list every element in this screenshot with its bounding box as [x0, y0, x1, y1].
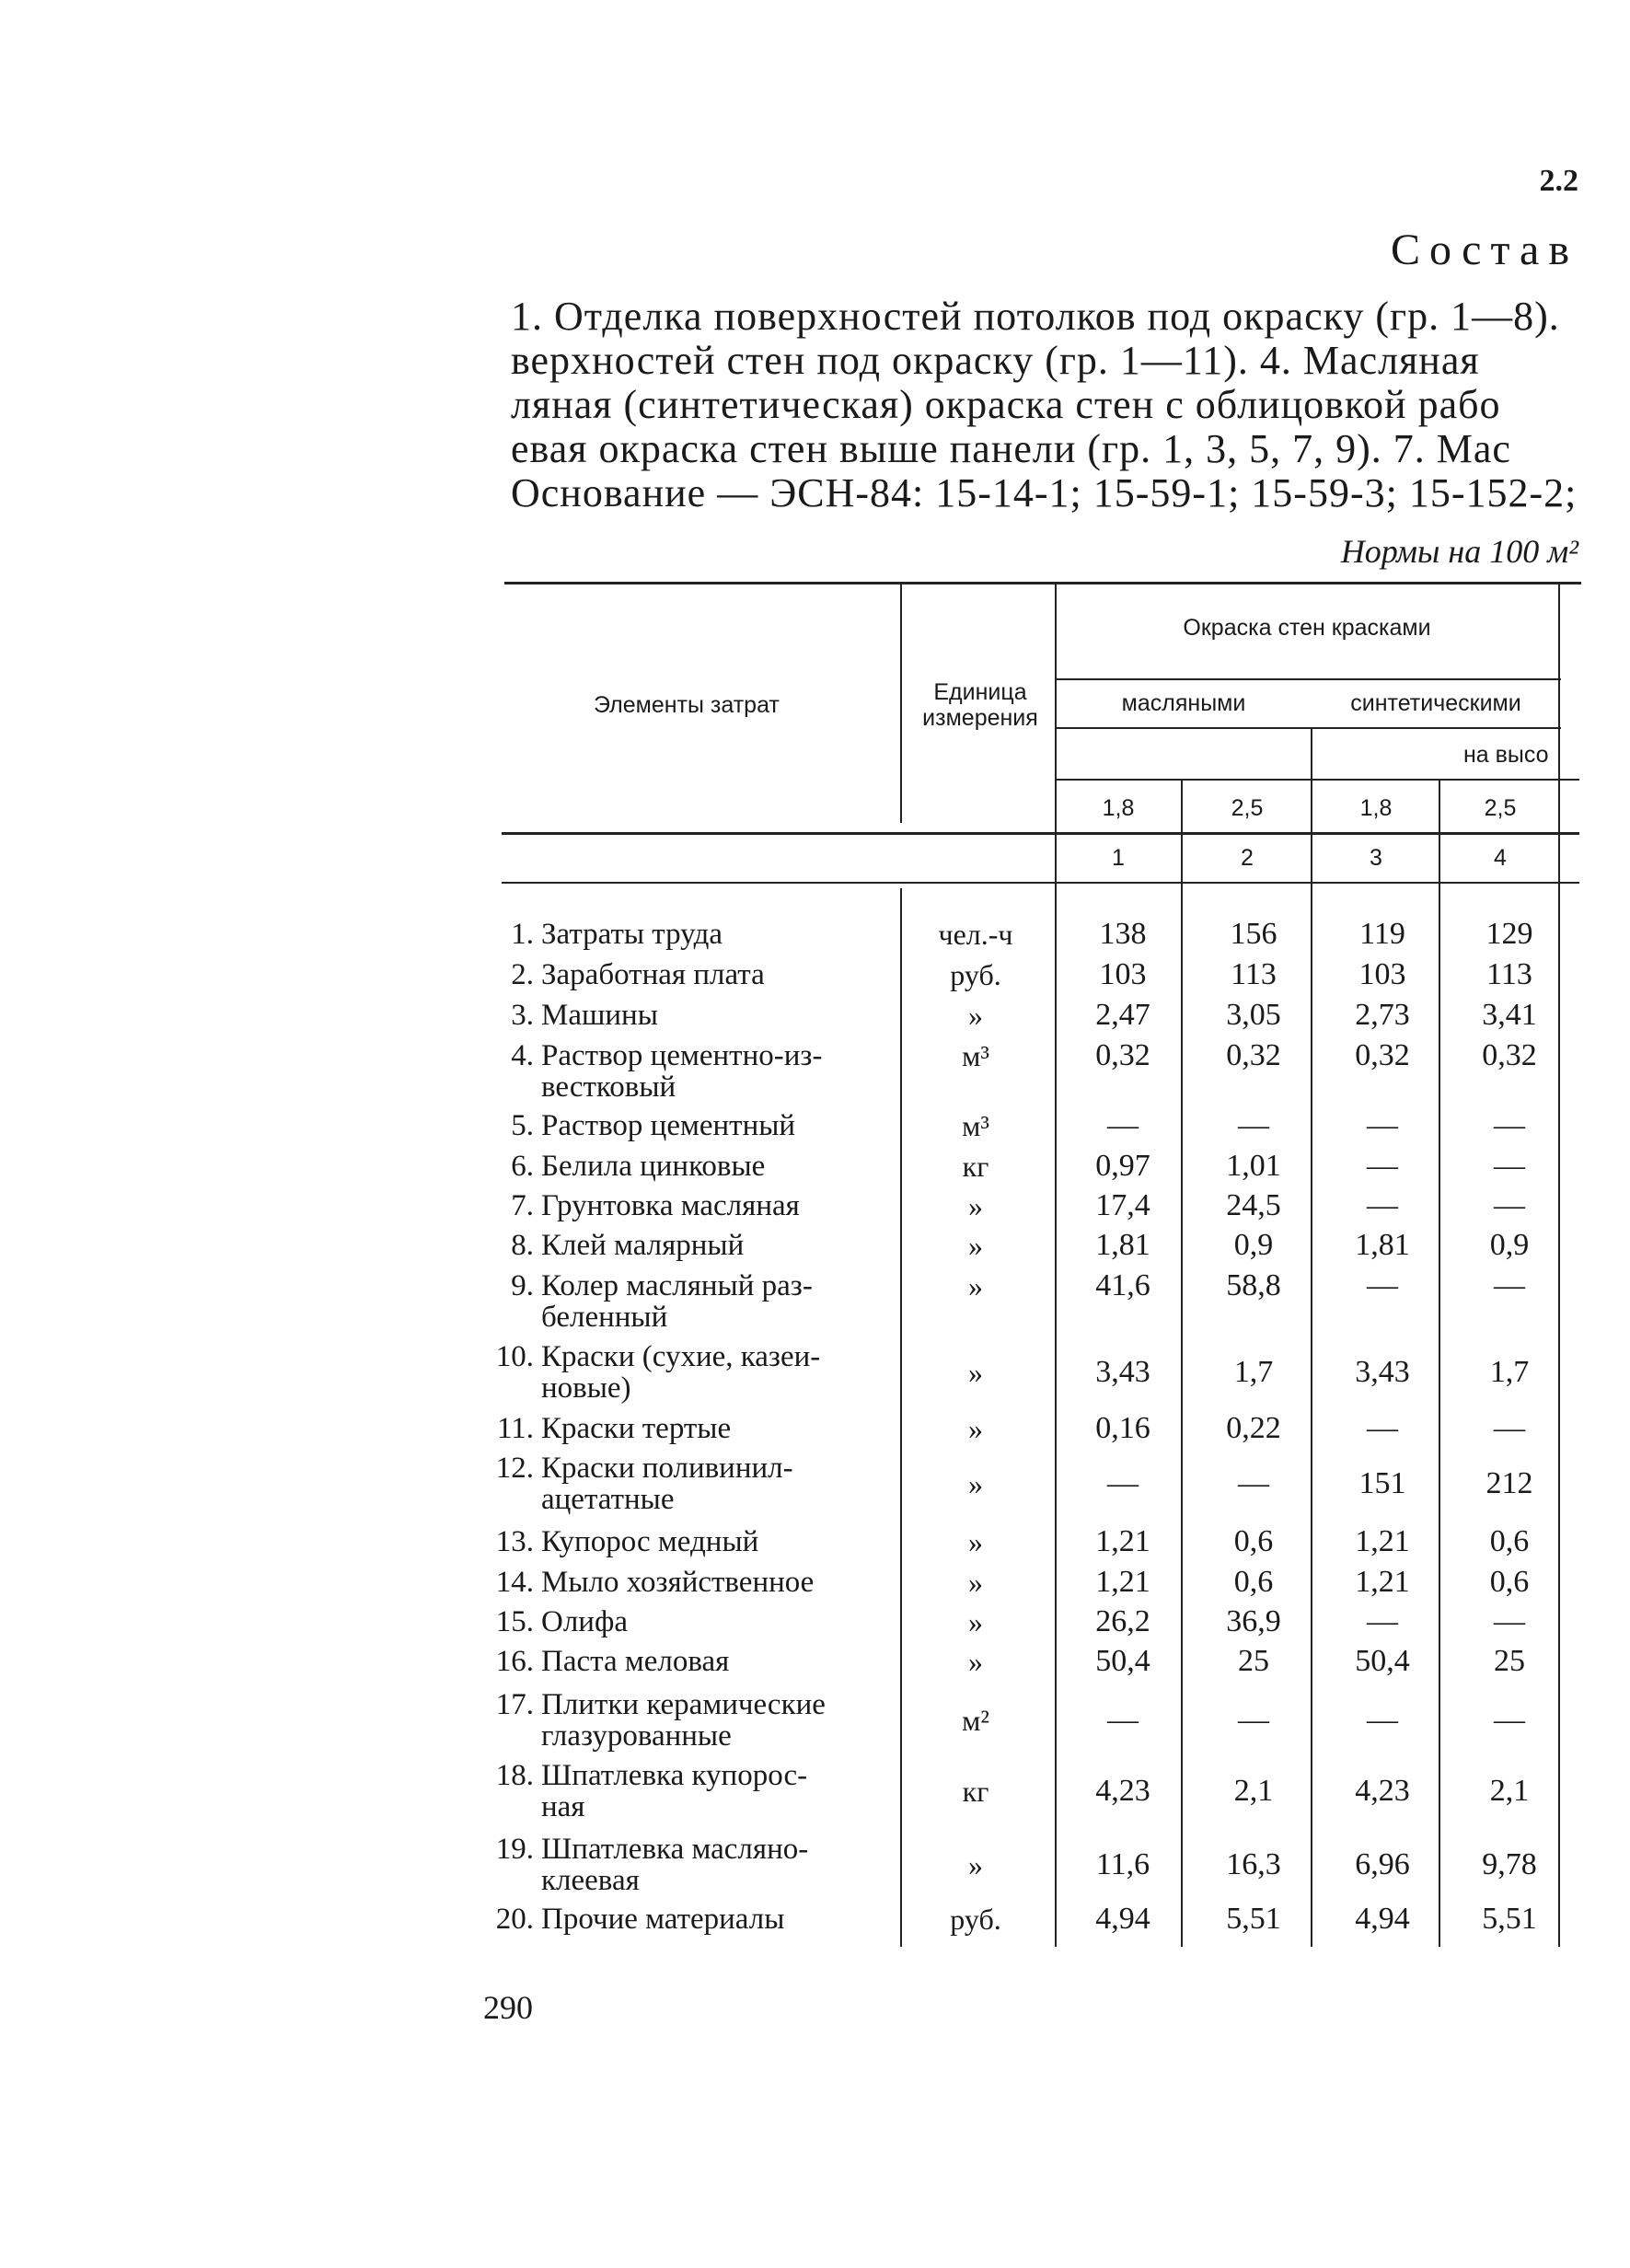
column-number: 4 [1494, 845, 1507, 871]
row-value: 1,81 [1095, 1228, 1150, 1262]
column-number: 1 [1112, 845, 1125, 871]
row-name-line: Белила цинковые [541, 1150, 766, 1183]
row-value: — [1367, 1268, 1398, 1302]
row-value: 25 [1238, 1644, 1269, 1678]
row-value: — [1107, 1466, 1139, 1500]
row-name [488, 919, 884, 950]
row-value: — [1367, 1703, 1398, 1737]
row-value: 6,96 [1355, 1847, 1410, 1881]
row-name-line: Машины [541, 999, 658, 1032]
row-name [488, 1000, 884, 1031]
row-value: — [1494, 1411, 1525, 1445]
row-name-line: Грунтовка масляная [541, 1189, 800, 1222]
row-value: 4,23 [1095, 1774, 1150, 1808]
col-divider [1311, 727, 1312, 1947]
row-value: 0,6 [1489, 1565, 1530, 1599]
row-name [488, 1567, 884, 1598]
row-number: 5. [511, 1109, 534, 1142]
row-unit: м³ [962, 1109, 989, 1142]
row-name-line: вестковый [541, 1070, 676, 1104]
col-divider [1055, 584, 1057, 1947]
row-name [488, 1151, 884, 1182]
row-value: 1,21 [1355, 1565, 1410, 1599]
row-number: 12. [495, 1452, 534, 1485]
row-unit: » [968, 1605, 983, 1638]
row-name-line: новые) [541, 1371, 631, 1405]
col-divider [1439, 781, 1440, 1947]
colnum-bottom-rule [502, 882, 1579, 884]
sub-header-oil: масляными [1121, 690, 1246, 716]
row-value: 26,2 [1095, 1604, 1150, 1638]
row-value: 4,94 [1095, 1902, 1150, 1936]
row-name [488, 1452, 884, 1515]
row-unit: » [968, 1848, 983, 1881]
row-name [488, 1110, 884, 1141]
row-value: 5,51 [1482, 1902, 1537, 1936]
row-name-line: Раствор цементный [541, 1109, 796, 1142]
row-value: 0,32 [1226, 1038, 1281, 1072]
row-unit: » [968, 1269, 983, 1302]
row-number: 20. [495, 1903, 534, 1936]
group-header: Окраска стен красками [1183, 615, 1431, 641]
row-value: 1,7 [1489, 1355, 1530, 1389]
row-value: 0,9 [1489, 1228, 1530, 1262]
row-unit: руб. [950, 1903, 1001, 1936]
row-value: 11,6 [1095, 1847, 1150, 1881]
row-number: 15. [495, 1605, 534, 1638]
intro-line: 1. Отделка поверхностей потолков под окраску (гр. 1—8). [511, 294, 1560, 339]
height-value: 1,8 [1359, 795, 1393, 821]
row-unit: » [968, 1356, 983, 1389]
row-number: 1. [511, 918, 534, 951]
row-value: 1,7 [1233, 1355, 1274, 1389]
row-value: 0,32 [1482, 1038, 1537, 1072]
intro-line: верхностей стен под окраску (гр. 1—11). 4. Масляная [511, 338, 1480, 383]
row-name [488, 1760, 884, 1822]
row-name-line: Олифа [541, 1605, 628, 1638]
row-value: — [1238, 1108, 1269, 1142]
row-value: 119 [1359, 917, 1405, 951]
row-name-line: Прочие материалы [541, 1903, 785, 1936]
row-value: 0,16 [1095, 1411, 1150, 1445]
row-value: — [1367, 1188, 1398, 1222]
row-value: 3,05 [1226, 998, 1281, 1032]
row-value: — [1107, 1703, 1139, 1737]
row-value: 103 [1358, 957, 1406, 991]
row-value: — [1494, 1108, 1525, 1142]
norms-label: Нормы на 100 м² [1340, 533, 1578, 570]
col-divider [1558, 584, 1560, 1947]
row-number: 13. [495, 1525, 534, 1558]
row-number: 2. [511, 958, 534, 991]
row-name-line: Колер масляный раз- [541, 1269, 813, 1302]
row-number: 8. [511, 1229, 534, 1262]
sub-header-synthetic: синтетическими [1350, 690, 1521, 716]
unit-header-line1: Единица [933, 679, 1027, 705]
row-name-line: Заработная плата [541, 958, 765, 991]
row-value: 25 [1494, 1644, 1525, 1678]
row-value: 129 [1485, 917, 1533, 951]
height-value: 1,8 [1102, 795, 1135, 821]
row-unit: м³ [962, 1039, 989, 1072]
row-value: 0,32 [1095, 1038, 1150, 1072]
row-value: 138 [1099, 917, 1147, 951]
row-number: 6. [511, 1150, 534, 1183]
row-number: 19. [495, 1833, 534, 1866]
row-unit: руб. [950, 958, 1001, 991]
intro-line: Основание — ЭСН-84: 15-14-1; 15-59-1; 15-59-3; 15-152-2; [511, 470, 1578, 515]
row-name-line: Краски (сухие, казеи- [541, 1340, 821, 1373]
table-top-rule [504, 582, 1581, 584]
row-name [488, 1646, 884, 1677]
row-value: 41,6 [1095, 1268, 1150, 1302]
row-value: — [1238, 1703, 1269, 1737]
height-rule [1057, 779, 1579, 781]
row-name-line: Паста меловая [541, 1645, 730, 1678]
row-value: 17,4 [1095, 1188, 1150, 1222]
row-name [488, 1190, 884, 1221]
row-number: 11. [496, 1412, 534, 1445]
row-value: 1,21 [1355, 1524, 1410, 1558]
row-name [488, 1413, 884, 1444]
row-name-line: беленный [541, 1301, 668, 1334]
row-value: 4,94 [1355, 1902, 1410, 1936]
row-value: — [1367, 1149, 1398, 1183]
column-number: 3 [1370, 845, 1382, 871]
row-name-line: клеевая [541, 1864, 640, 1897]
row-value: 0,32 [1355, 1038, 1410, 1072]
composition-heading: Состав [1390, 226, 1578, 274]
row-name [488, 1230, 884, 1261]
row-number: 3. [511, 999, 534, 1032]
elements-header: Элементы затрат [594, 692, 780, 718]
row-number: 7. [511, 1189, 534, 1222]
row-value: 50,4 [1095, 1644, 1150, 1678]
row-value: 0,6 [1489, 1524, 1530, 1558]
row-unit: » [968, 1189, 983, 1222]
row-value: — [1494, 1703, 1525, 1737]
row-value: 212 [1485, 1466, 1533, 1500]
height-header: на высо [1463, 742, 1549, 768]
row-name [488, 1834, 884, 1896]
row-name-line: Мыло хозяйственное [541, 1566, 815, 1599]
row-name-line: Плитки керамические [541, 1688, 826, 1721]
row-value: — [1494, 1268, 1525, 1302]
col-divider [1181, 781, 1183, 1947]
row-name-line: Клей малярный [541, 1229, 745, 1262]
row-name [488, 1689, 884, 1752]
row-value: 4,23 [1355, 1774, 1410, 1808]
row-name-line: Краски тертые [541, 1412, 732, 1445]
unit-header-line2: измерения [922, 705, 1038, 731]
row-value: 58,8 [1226, 1268, 1281, 1302]
row-name [488, 1270, 884, 1333]
row-value: — [1494, 1188, 1525, 1222]
column-number: 2 [1241, 845, 1254, 871]
row-unit: чел.-ч [938, 918, 1013, 951]
row-value: 36,9 [1226, 1604, 1281, 1638]
row-name-line: Шпатлевка купорос- [541, 1759, 808, 1792]
row-value: 103 [1099, 957, 1147, 991]
row-name [488, 1526, 884, 1557]
col-divider [900, 584, 902, 823]
row-name-line: глазурованные [541, 1719, 732, 1753]
col-divider [900, 888, 902, 1947]
row-name [488, 959, 884, 990]
row-number: 4. [511, 1039, 534, 1072]
row-value: 1,01 [1226, 1149, 1281, 1183]
row-unit: » [968, 1229, 983, 1262]
row-value: 113 [1486, 957, 1532, 991]
page-number: 290 [483, 1989, 533, 2026]
row-value: 0,97 [1095, 1149, 1150, 1183]
row-value: 16,3 [1226, 1847, 1281, 1881]
height-value: 2,5 [1231, 795, 1264, 821]
row-name-line: Краски поливинил- [541, 1452, 793, 1485]
row-unit: » [968, 1645, 983, 1678]
row-name [488, 1606, 884, 1637]
subgroup-rule [1057, 727, 1561, 729]
row-unit: » [968, 1566, 983, 1599]
row-number: 17. [495, 1688, 534, 1721]
row-value: 1,81 [1355, 1228, 1410, 1262]
row-value: 151 [1358, 1466, 1406, 1500]
row-value: 0,6 [1233, 1524, 1274, 1558]
row-value: — [1367, 1411, 1398, 1445]
row-name-line: ная [541, 1790, 585, 1823]
row-name [488, 1040, 884, 1103]
row-unit: м² [962, 1704, 989, 1737]
row-value: — [1107, 1108, 1139, 1142]
row-value: 2,73 [1355, 998, 1410, 1032]
intro-line: евая окраска стен выше панели (гр. 1, 3, 5, 7, 9). 7. Мас [511, 426, 1511, 471]
row-unit: » [968, 1412, 983, 1445]
header-bottom-rule [502, 832, 1579, 835]
row-value: 2,1 [1233, 1774, 1274, 1808]
row-value: 3,43 [1355, 1355, 1410, 1389]
row-name-line: ацетатные [541, 1483, 675, 1516]
row-value: — [1494, 1149, 1525, 1183]
row-name [488, 1341, 884, 1404]
row-value: — [1238, 1466, 1269, 1500]
row-unit: » [968, 1467, 983, 1500]
row-unit: » [968, 1525, 983, 1558]
row-value: 2,47 [1095, 998, 1150, 1032]
row-name-line: Затраты труда [541, 918, 723, 951]
row-name-line: Шпатлевка масляно- [541, 1833, 809, 1866]
section-number: 2.2 [1539, 164, 1578, 198]
height-value: 2,5 [1484, 795, 1517, 821]
row-value: 0,6 [1233, 1565, 1274, 1599]
group-rule [1057, 678, 1561, 680]
row-name-line: Раствор цементно-из- [541, 1039, 823, 1072]
row-value: 5,51 [1226, 1902, 1281, 1936]
row-number: 16. [495, 1645, 534, 1678]
row-value: — [1367, 1108, 1398, 1142]
row-value: — [1367, 1604, 1398, 1638]
row-number: 10. [495, 1340, 534, 1373]
row-value: 50,4 [1355, 1644, 1410, 1678]
row-value: 9,78 [1482, 1847, 1537, 1881]
row-name [488, 1904, 884, 1935]
row-name-line: Купорос медный [541, 1525, 759, 1558]
row-value: 3,41 [1482, 998, 1537, 1032]
row-value: 3,43 [1095, 1355, 1150, 1389]
row-number: 18. [495, 1759, 534, 1792]
row-unit: кг [962, 1150, 989, 1183]
row-value: 0,9 [1233, 1228, 1274, 1262]
row-value: 1,21 [1095, 1565, 1150, 1599]
row-value: 156 [1230, 917, 1277, 951]
row-value: 113 [1231, 957, 1277, 991]
row-unit: » [968, 999, 983, 1032]
row-value: 1,21 [1095, 1524, 1150, 1558]
row-value: 0,22 [1226, 1411, 1281, 1445]
intro-line: ляная (синтетическая) окраска стен с облицовкой рабо [511, 382, 1501, 427]
row-value: 24,5 [1226, 1188, 1281, 1222]
row-value: — [1494, 1604, 1525, 1638]
row-unit: кг [962, 1775, 989, 1808]
row-number: 14. [495, 1566, 534, 1599]
row-number: 9. [511, 1269, 534, 1302]
row-value: 2,1 [1489, 1774, 1530, 1808]
